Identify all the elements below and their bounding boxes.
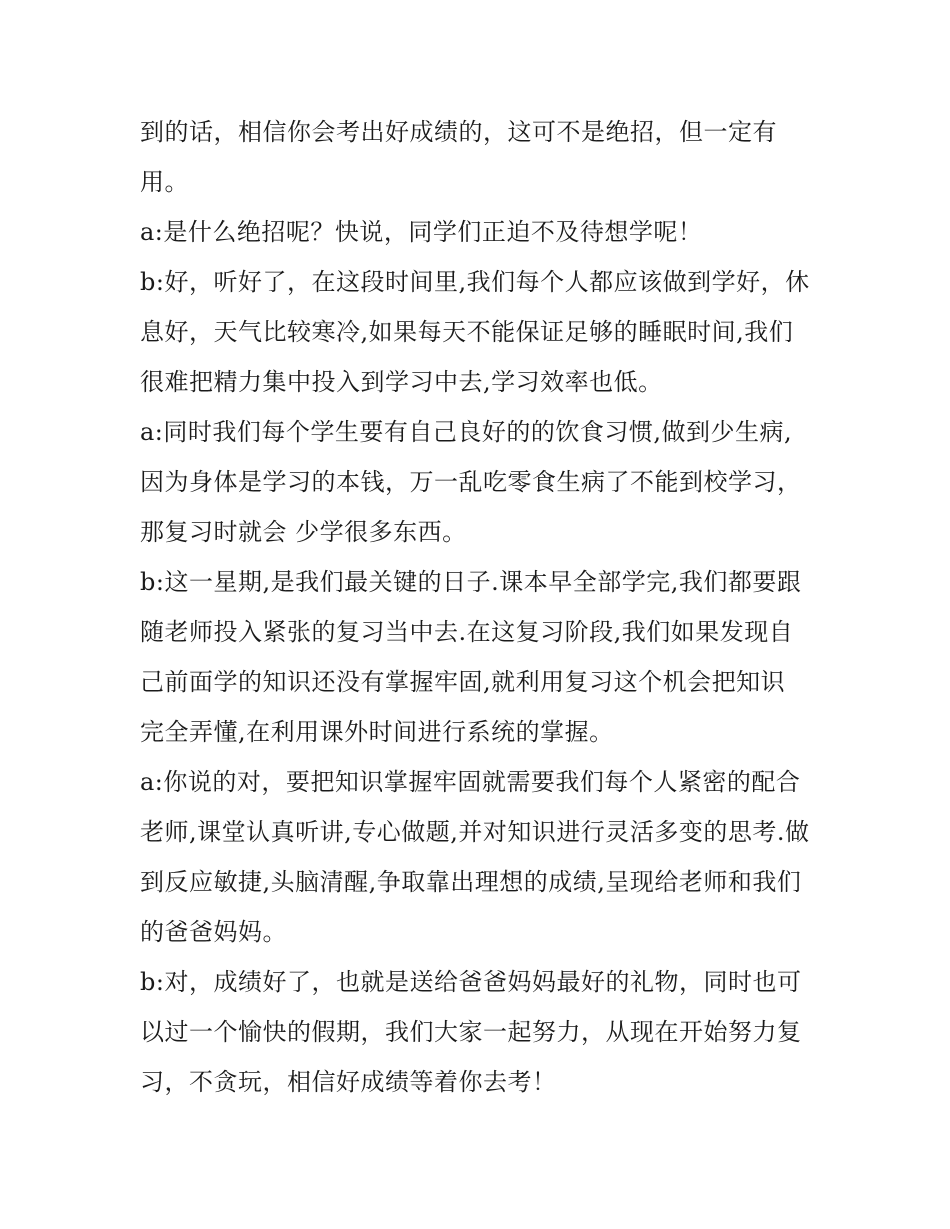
text-line: 以过一个愉快的假期，我们大家一起努力，从现在开始努力复 <box>140 1018 802 1046</box>
paragraph-6 <box>140 757 820 957</box>
text-line: 用。 <box>140 168 189 196</box>
text-line: b:这一星期,是我们最关键的日子.课本早全部学完,我们都要跟 <box>140 568 802 596</box>
text-line: 的爸爸妈妈。 <box>140 918 287 946</box>
text-line: 息好，天气比较寒冷,如果每天不能保证足够的睡眠时间,我们 <box>140 318 794 346</box>
paragraph-7 <box>140 957 820 1107</box>
text-line: 习，不贪玩，相信好成绩等着你去考！ <box>140 1068 557 1096</box>
text-line: 老师,课堂认真听讲,专心做题,并对知识进行灵活多变的思考.做 <box>140 818 810 846</box>
paragraph-1 <box>140 107 820 207</box>
text-line: a:同时我们每个学生要有自己良好的的饮食习惯,做到少生病, <box>140 418 793 446</box>
document-body <box>140 107 820 1107</box>
text-line: a:你说的对，要把知识掌握牢固就需要我们每个人紧密的配合 <box>140 768 801 796</box>
text-line: 己前面学的知识还没有掌握牢固,就利用复习这个机会把知识 <box>140 668 786 696</box>
paragraph-3 <box>140 257 820 407</box>
paragraph-4 <box>140 407 820 557</box>
text-line: b:好，听好了，在这段时间里,我们每个人都应该做到学好，休 <box>140 268 810 296</box>
text-line: 很难把精力集中投入到学习中去,学习效率也低。 <box>140 368 663 396</box>
text-line: 那复习时就会 少学很多东西。 <box>140 518 467 546</box>
text-line: 完全弄懂,在利用课外时间进行系统的掌握。 <box>140 718 614 746</box>
paragraph-2 <box>140 207 820 257</box>
text-line: 因为身体是学习的本钱，万一乱吃零食生病了不能到校学习， <box>140 468 802 496</box>
paragraph-5 <box>140 557 820 757</box>
text-line: 到反应敏捷,头脑清醒,争取靠出理想的成绩,呈现给老师和我们 <box>140 868 802 896</box>
text-line: 到的话，相信你会考出好成绩的，这可不是绝招，但一定有 <box>140 118 777 146</box>
text-line: a:是什么绝招呢？快说，同学们正迫不及待想学呢！ <box>140 218 703 246</box>
text-line: 随老师投入紧张的复习当中去.在这复习阶段,我们如果发现自 <box>140 618 794 646</box>
text-line: b:对，成绩好了，也就是送给爸爸妈妈最好的礼物，同时也可 <box>140 968 802 996</box>
